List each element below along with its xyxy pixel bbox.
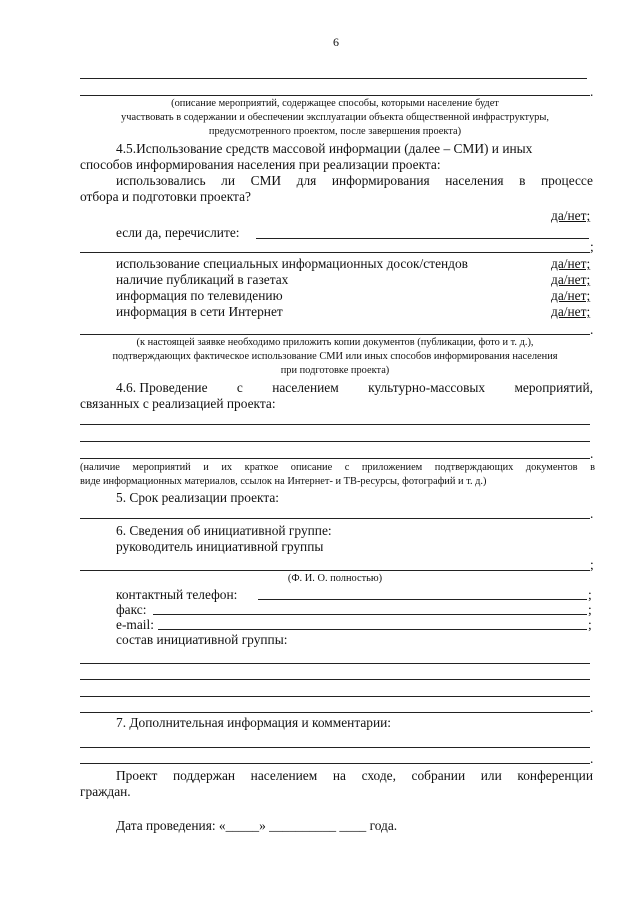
date-line[interactable]: Дата проведения: «_____» __________ ____ года. — [116, 818, 398, 833]
section-4-6-word: населением — [272, 380, 339, 395]
fill-line[interactable] — [80, 747, 590, 748]
section-5-title: 5. Срок реализации проекта: — [116, 490, 280, 505]
desc-note-line-2: участвовать в содержании и обеспечении эксплуатации объекта общественной инфраструктуры, — [121, 112, 549, 123]
fax-fill-line[interactable] — [153, 614, 587, 615]
section-7-title: 7. Дополнительная информация и комментарии: — [116, 715, 392, 730]
support-line-2: граждан. — [80, 784, 131, 799]
line-end-semicolon: ; — [590, 239, 594, 254]
smi-note-line-3: при подготовке проекта) — [280, 365, 390, 376]
line-end-dot: . — [590, 322, 594, 337]
page-number: 6 — [333, 35, 339, 49]
line-end-semicolon: ; — [588, 617, 592, 632]
fill-line[interactable] — [80, 663, 590, 664]
fill-line[interactable] — [80, 78, 587, 79]
fill-line[interactable] — [80, 252, 590, 253]
smi-question-line-2: отбора и подготовки проекта? — [80, 189, 251, 204]
line-end-dot: . — [590, 506, 594, 521]
phone-fill-line[interactable] — [258, 599, 587, 600]
section-4-6-word: с — [236, 380, 243, 395]
desc-note-line-1: (описание мероприятий, содержащее способы, которыми население будет — [171, 98, 499, 109]
smi-item-newspapers-label: наличие публикаций в газетах — [116, 272, 289, 287]
fill-line[interactable] — [80, 570, 590, 571]
fill-line[interactable] — [80, 334, 590, 335]
smi-note-line-1: (к настоящей заявке необходимо приложить копии документов (публикации, фото и т. д.), — [136, 337, 534, 348]
line-end-semicolon: ; — [588, 602, 592, 617]
fill-line[interactable] — [256, 238, 589, 239]
section-4-5-title-line-1: 4.5.Использование средств массовой информации (далее – СМИ) и иных — [116, 141, 533, 156]
list-prompt: если да, перечислите: — [116, 225, 240, 240]
line-end-dot: . — [590, 751, 594, 766]
smi-item-tv-label: информация по телевидению — [116, 288, 283, 303]
fill-line[interactable] — [80, 763, 590, 764]
section-4-5-title — [116, 141, 593, 157]
fill-line[interactable] — [80, 518, 590, 519]
section-4-6-title-line-1 — [116, 380, 593, 396]
fio-note: (Ф. И. О. полностью) — [287, 573, 383, 584]
fill-line[interactable] — [80, 696, 590, 697]
smi-item-newspapers-answer[interactable]: да/нет; — [551, 272, 591, 287]
smi-item-stands-answer[interactable]: да/нет; — [551, 256, 591, 271]
fill-line[interactable] — [80, 441, 590, 442]
phone-label: контактный телефон: — [116, 587, 238, 602]
fax-label: факс: — [116, 602, 147, 617]
line-end-dot: . — [590, 84, 594, 99]
smi-note-line-2: подтверждающих фактическое использование СМИ или иных способов информирования населения — [112, 351, 558, 362]
section-4-6-word: мероприятий, — [514, 380, 593, 395]
fill-line[interactable] — [80, 712, 590, 713]
fill-line[interactable] — [80, 424, 590, 425]
section-6-title: 6. Сведения об инициативной группе: — [116, 523, 332, 538]
fill-line[interactable] — [80, 95, 590, 96]
smi-item-tv-answer[interactable]: да/нет; — [551, 288, 591, 303]
support-line-1: Проект поддержан населением на сходе, собрании или конференции — [116, 768, 593, 783]
fill-line[interactable] — [80, 458, 590, 459]
smi-answer[interactable]: да/нет; — [551, 208, 591, 223]
section-4-5-title-line-2: способов информирования населения при реализации проекта: — [80, 157, 441, 172]
line-end-semicolon: ; — [590, 557, 594, 572]
smi-item-stands-label: использование специальных информационных досок/стендов — [116, 256, 469, 271]
email-fill-line[interactable] — [158, 629, 587, 630]
fill-line[interactable] — [80, 679, 590, 680]
smi-question-line-1: использовались ли СМИ для информирования населения в процессе — [116, 173, 593, 188]
email-label: e-mail: — [116, 617, 154, 632]
events-note-line-1: (наличие мероприятий и их краткое описание с приложением подтверждающих документов в — [80, 462, 595, 473]
smi-item-internet-answer[interactable]: да/нет; — [551, 304, 591, 319]
smi-item-internet-label: информация в сети Интернет — [116, 304, 283, 319]
members-label: состав инициативной группы: — [116, 632, 288, 647]
desc-note-line-3: предусмотренного проектом, после завершения проекта) — [208, 126, 462, 137]
events-note-line-2: виде информационных материалов, ссылок на Интернет- и ТВ-ресурсы, фотографий и т. д.) — [80, 476, 487, 487]
line-end-dot: . — [590, 700, 594, 715]
line-end-dot: . — [590, 446, 594, 461]
line-end-semicolon: ; — [588, 587, 592, 602]
section-4-6-word: культурно-массовых — [368, 380, 486, 395]
section-4-6-word: 4.6. Проведение — [116, 380, 208, 395]
section-4-6-title-line-2: связанных с реализацией проекта: — [80, 396, 276, 411]
leader-label: руководитель инициативной группы — [116, 539, 324, 554]
